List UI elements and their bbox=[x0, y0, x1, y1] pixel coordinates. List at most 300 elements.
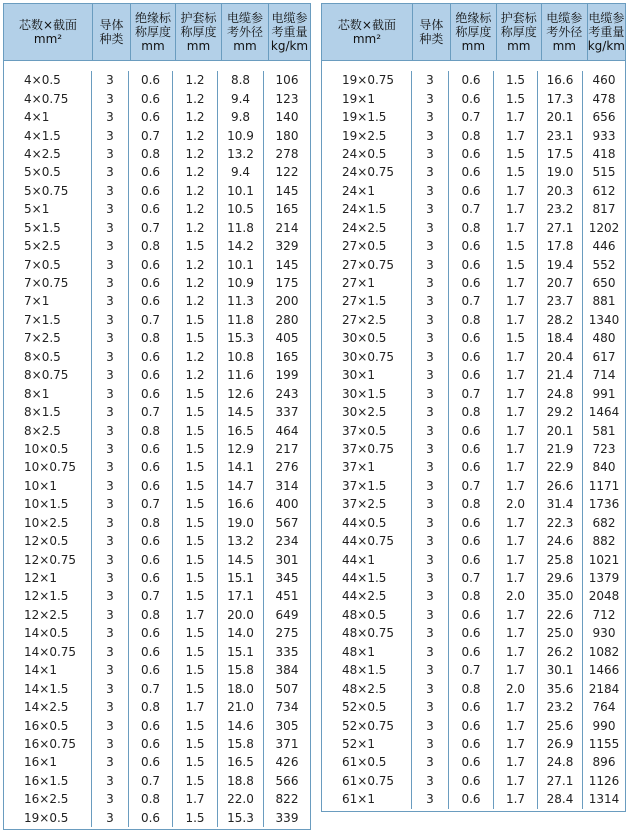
table-row bbox=[4, 569, 310, 587]
cell-weight: 140 bbox=[275, 110, 299, 125]
table-row bbox=[322, 126, 625, 144]
table-row bbox=[322, 163, 625, 181]
cell-weight: 337 bbox=[275, 405, 299, 420]
cell-conductor-type: 3 bbox=[412, 753, 449, 771]
cell-insulation: 0.8 bbox=[129, 514, 173, 532]
cell-core-section: 10×2.5 bbox=[4, 514, 92, 532]
cell-core-section: 4×0.75 bbox=[4, 89, 92, 107]
cell-core-section: 5×1 bbox=[4, 200, 92, 218]
cell-sheath: 1.2 bbox=[173, 274, 218, 292]
cell-insulation: 0.7 bbox=[129, 679, 173, 697]
header-text: 称厚度 bbox=[500, 25, 537, 39]
cell-weight: 567 bbox=[275, 515, 299, 530]
cell-core-section: 37×1 bbox=[322, 458, 412, 476]
cell-insulation: 0.6 bbox=[449, 698, 494, 716]
cell-sheath: 1.7 bbox=[494, 384, 538, 402]
cell-diameter: 24.8 bbox=[538, 384, 583, 402]
cell-diameter: 15.3 bbox=[218, 809, 264, 827]
cell-sheath: 1.5 bbox=[173, 477, 218, 495]
cell-insulation: 0.6 bbox=[129, 163, 173, 181]
cell-insulation: 0.6 bbox=[449, 550, 494, 568]
cell-sheath: 1.5 bbox=[173, 514, 218, 532]
cell-core-section: 24×0.75 bbox=[322, 163, 412, 181]
table-row bbox=[322, 108, 625, 126]
cell-insulation: 0.6 bbox=[449, 790, 494, 808]
cell-insulation: 0.6 bbox=[449, 772, 494, 790]
cell-conductor-type: 3 bbox=[92, 311, 129, 329]
header-conductor-type bbox=[413, 4, 451, 60]
cell-core-section: 44×0.75 bbox=[322, 532, 412, 550]
header-conductor-type bbox=[93, 4, 131, 60]
cell-conductor-type: 3 bbox=[92, 163, 129, 181]
table-row bbox=[4, 366, 310, 384]
table-row bbox=[4, 550, 310, 568]
table-row bbox=[4, 458, 310, 476]
cell-diameter: 29.6 bbox=[538, 569, 583, 587]
cell-insulation: 0.7 bbox=[449, 661, 494, 679]
header-core-section bbox=[4, 4, 93, 60]
cell-sheath: 1.7 bbox=[173, 698, 218, 716]
cell-diameter: 16.6 bbox=[218, 495, 264, 513]
cell-sheath: 1.5 bbox=[494, 71, 538, 89]
cell-core-section: 8×1 bbox=[4, 384, 92, 402]
cell-insulation: 0.7 bbox=[129, 772, 173, 790]
cell-core-section: 37×0.5 bbox=[322, 421, 412, 439]
cell-conductor-type: 3 bbox=[92, 698, 129, 716]
header-text: 电缆参 bbox=[588, 11, 625, 25]
cell-weight: 122 bbox=[275, 165, 299, 180]
cell-insulation: 0.6 bbox=[449, 89, 494, 107]
cell-weight: 243 bbox=[275, 386, 299, 401]
cell-conductor-type: 3 bbox=[412, 661, 449, 679]
header-text: 芯数×截面 bbox=[337, 18, 396, 32]
cell-sheath: 1.5 bbox=[173, 624, 218, 642]
cell-diameter: 13.2 bbox=[218, 145, 264, 163]
cell-core-section: 19×0.5 bbox=[4, 809, 92, 827]
cell-diameter: 29.2 bbox=[538, 403, 583, 421]
cell-core-section: 8×0.5 bbox=[4, 348, 92, 366]
cell-sheath: 1.2 bbox=[173, 163, 218, 181]
cell-sheath: 2.0 bbox=[494, 587, 538, 605]
table-row bbox=[322, 219, 625, 237]
cell-diameter: 21.0 bbox=[218, 698, 264, 716]
header-text: kg/km bbox=[587, 39, 625, 53]
cell-conductor-type: 3 bbox=[92, 403, 129, 421]
cell-diameter: 14.2 bbox=[218, 237, 264, 255]
header-sheath-thickness bbox=[497, 4, 542, 60]
cell-sheath: 1.5 bbox=[173, 643, 218, 661]
header-outer-diameter bbox=[542, 4, 588, 60]
cell-insulation: 0.6 bbox=[449, 274, 494, 292]
cell-insulation: 0.6 bbox=[129, 569, 173, 587]
cell-core-section: 7×1.5 bbox=[4, 311, 92, 329]
table-header bbox=[322, 4, 625, 61]
cell-sheath: 1.2 bbox=[173, 126, 218, 144]
table-row bbox=[322, 550, 625, 568]
cell-core-section: 7×1 bbox=[4, 292, 92, 310]
table-row bbox=[322, 753, 625, 771]
header-text: mm bbox=[233, 39, 257, 53]
cell-conductor-type: 3 bbox=[412, 679, 449, 697]
cell-diameter: 28.2 bbox=[538, 311, 583, 329]
cell-sheath: 1.7 bbox=[494, 624, 538, 642]
cell-sheath: 1.7 bbox=[494, 182, 538, 200]
cell-sheath: 1.5 bbox=[173, 679, 218, 697]
header-text: 考重量 bbox=[271, 25, 308, 39]
table-row bbox=[322, 477, 625, 495]
cell-weight: 446 bbox=[592, 239, 616, 254]
cell-diameter: 35.6 bbox=[538, 679, 583, 697]
cell-diameter: 28.4 bbox=[538, 790, 583, 808]
cell-insulation: 0.6 bbox=[129, 274, 173, 292]
cell-diameter: 23.7 bbox=[538, 292, 583, 310]
cell-diameter: 22.3 bbox=[538, 514, 583, 532]
cell-conductor-type: 3 bbox=[412, 772, 449, 790]
table-row bbox=[322, 384, 625, 402]
cell-diameter: 30.1 bbox=[538, 661, 583, 679]
cell-weight: 1379 bbox=[588, 571, 620, 586]
cell-insulation: 0.6 bbox=[449, 458, 494, 476]
cell-conductor-type: 3 bbox=[412, 163, 449, 181]
cell-sheath: 1.7 bbox=[494, 108, 538, 126]
cell-core-section: 16×1 bbox=[4, 753, 92, 771]
cell-diameter: 17.1 bbox=[218, 587, 264, 605]
cell-core-section: 61×1 bbox=[322, 790, 412, 808]
cell-sheath: 1.2 bbox=[173, 71, 218, 89]
table-row bbox=[322, 348, 625, 366]
cell-weight: 896 bbox=[592, 755, 616, 770]
cell-weight: 345 bbox=[275, 571, 299, 586]
cell-insulation: 0.6 bbox=[129, 292, 173, 310]
cell-insulation: 0.6 bbox=[129, 624, 173, 642]
cell-weight: 650 bbox=[592, 276, 616, 291]
table-row bbox=[322, 514, 625, 532]
cell-conductor-type: 3 bbox=[412, 182, 449, 200]
cell-diameter: 21.9 bbox=[538, 440, 583, 458]
cell-weight: 234 bbox=[275, 534, 299, 549]
cell-weight: 418 bbox=[592, 146, 616, 161]
cell-weight: 1021 bbox=[588, 552, 620, 567]
cell-insulation: 0.8 bbox=[129, 421, 173, 439]
cell-sheath: 1.5 bbox=[173, 735, 218, 753]
cell-weight: 1202 bbox=[588, 220, 620, 235]
table-row bbox=[4, 237, 310, 255]
cell-core-section: 37×0.75 bbox=[322, 440, 412, 458]
cell-sheath: 1.5 bbox=[173, 809, 218, 827]
header-text: mm bbox=[461, 39, 486, 53]
cell-diameter: 22.0 bbox=[218, 790, 264, 808]
table-row bbox=[322, 532, 625, 550]
cell-conductor-type: 3 bbox=[92, 384, 129, 402]
table-row bbox=[4, 421, 310, 439]
table-row bbox=[4, 255, 310, 273]
table-row bbox=[4, 772, 310, 790]
header-core-section bbox=[322, 4, 413, 60]
cell-insulation: 0.6 bbox=[129, 550, 173, 568]
cell-conductor-type: 3 bbox=[412, 403, 449, 421]
cell-weight: 460 bbox=[592, 73, 616, 88]
cell-insulation: 0.8 bbox=[449, 311, 494, 329]
table-row bbox=[322, 255, 625, 273]
cell-diameter: 25.6 bbox=[538, 716, 583, 734]
cell-conductor-type: 3 bbox=[412, 698, 449, 716]
cell-conductor-type: 3 bbox=[92, 809, 129, 827]
cell-conductor-type: 3 bbox=[92, 255, 129, 273]
table-row bbox=[4, 163, 310, 181]
table-row bbox=[322, 366, 625, 384]
cell-weight: 480 bbox=[592, 331, 616, 346]
cell-diameter: 10.8 bbox=[218, 348, 264, 366]
cable-spec-table-right bbox=[321, 3, 626, 812]
table-header bbox=[4, 4, 310, 61]
cell-sheath: 1.5 bbox=[173, 458, 218, 476]
cell-weight: 280 bbox=[275, 312, 299, 327]
table-row bbox=[4, 587, 310, 605]
cell-sheath: 2.0 bbox=[494, 495, 538, 513]
header-text: mm bbox=[552, 39, 576, 53]
cell-weight: 175 bbox=[275, 276, 299, 291]
cell-diameter: 15.1 bbox=[218, 643, 264, 661]
cell-sheath: 1.5 bbox=[494, 237, 538, 255]
cell-conductor-type: 3 bbox=[412, 440, 449, 458]
cell-conductor-type: 3 bbox=[92, 532, 129, 550]
cell-conductor-type: 3 bbox=[412, 384, 449, 402]
cell-conductor-type: 3 bbox=[92, 661, 129, 679]
cell-weight: 106 bbox=[275, 73, 299, 88]
cell-core-section: 27×0.75 bbox=[322, 255, 412, 273]
cell-insulation: 0.6 bbox=[129, 71, 173, 89]
cell-diameter: 14.1 bbox=[218, 458, 264, 476]
cell-insulation: 0.7 bbox=[129, 219, 173, 237]
cell-weight: 581 bbox=[592, 423, 616, 438]
cell-insulation: 0.6 bbox=[449, 421, 494, 439]
cell-weight: 478 bbox=[592, 91, 616, 106]
cell-insulation: 0.8 bbox=[129, 698, 173, 716]
cell-insulation: 0.6 bbox=[129, 643, 173, 661]
cell-core-section: 8×1.5 bbox=[4, 403, 92, 421]
cell-insulation: 0.6 bbox=[129, 716, 173, 734]
header-insulation-thickness bbox=[451, 4, 497, 60]
cell-core-section: 16×0.5 bbox=[4, 716, 92, 734]
cell-weight: 145 bbox=[275, 183, 299, 198]
cell-sheath: 1.7 bbox=[494, 698, 538, 716]
cell-weight: 882 bbox=[592, 534, 616, 549]
cell-core-section: 19×0.75 bbox=[322, 71, 412, 89]
cell-core-section: 14×1.5 bbox=[4, 679, 92, 697]
cell-sheath: 1.7 bbox=[494, 126, 538, 144]
cell-sheath: 1.7 bbox=[494, 753, 538, 771]
cell-conductor-type: 3 bbox=[412, 458, 449, 476]
cell-weight: 1171 bbox=[588, 478, 620, 493]
cell-conductor-type: 3 bbox=[412, 514, 449, 532]
cell-weight: 165 bbox=[275, 202, 299, 217]
cell-sheath: 1.5 bbox=[173, 311, 218, 329]
cell-conductor-type: 3 bbox=[92, 753, 129, 771]
table-row bbox=[4, 790, 310, 808]
cell-diameter: 19.0 bbox=[538, 163, 583, 181]
cell-weight: 214 bbox=[275, 220, 299, 235]
cell-insulation: 0.8 bbox=[129, 329, 173, 347]
cell-weight: 123 bbox=[275, 91, 299, 106]
cell-core-section: 4×1 bbox=[4, 108, 92, 126]
table-row bbox=[4, 126, 310, 144]
cell-diameter: 24.6 bbox=[538, 532, 583, 550]
cell-weight: 1314 bbox=[588, 792, 620, 807]
cell-insulation: 0.7 bbox=[449, 292, 494, 310]
cell-sheath: 1.7 bbox=[494, 606, 538, 624]
cell-insulation: 0.6 bbox=[129, 182, 173, 200]
cell-core-section: 14×0.75 bbox=[4, 643, 92, 661]
table-row bbox=[4, 716, 310, 734]
cell-sheath: 1.5 bbox=[173, 753, 218, 771]
cell-weight: 1464 bbox=[588, 405, 620, 420]
header-text: 称厚度 bbox=[455, 25, 492, 39]
cell-weight: 1126 bbox=[588, 773, 620, 788]
cell-conductor-type: 3 bbox=[412, 421, 449, 439]
table-row bbox=[322, 716, 625, 734]
cell-weight: 199 bbox=[275, 368, 299, 383]
cell-diameter: 21.4 bbox=[538, 366, 583, 384]
cell-sheath: 1.2 bbox=[173, 108, 218, 126]
cell-insulation: 0.6 bbox=[129, 384, 173, 402]
cell-weight: 1466 bbox=[588, 663, 620, 678]
cell-weight: 1340 bbox=[588, 312, 620, 327]
table-row bbox=[4, 495, 310, 513]
cell-core-section: 30×1.5 bbox=[322, 384, 412, 402]
cell-diameter: 20.0 bbox=[218, 606, 264, 624]
header-text: mm bbox=[141, 39, 165, 53]
cell-diameter: 10.1 bbox=[218, 182, 264, 200]
cell-core-section: 12×0.75 bbox=[4, 550, 92, 568]
cell-conductor-type: 3 bbox=[92, 145, 129, 163]
cell-insulation: 0.6 bbox=[129, 108, 173, 126]
cell-diameter: 22.9 bbox=[538, 458, 583, 476]
cell-core-section: 27×1 bbox=[322, 274, 412, 292]
cell-conductor-type: 3 bbox=[92, 716, 129, 734]
cell-core-section: 10×0.5 bbox=[4, 440, 92, 458]
table-row bbox=[4, 440, 310, 458]
cell-weight: 734 bbox=[275, 700, 299, 715]
cell-weight: 552 bbox=[592, 257, 616, 272]
cell-insulation: 0.6 bbox=[449, 716, 494, 734]
cell-weight: 371 bbox=[275, 736, 299, 751]
cell-insulation: 0.8 bbox=[129, 790, 173, 808]
cell-weight: 566 bbox=[275, 773, 299, 788]
cell-weight: 612 bbox=[592, 183, 616, 198]
cell-weight: 617 bbox=[592, 349, 616, 364]
cell-sheath: 1.5 bbox=[173, 403, 218, 421]
header-text: 种类 bbox=[99, 32, 124, 46]
cell-core-section: 19×2.5 bbox=[322, 126, 412, 144]
cell-diameter: 9.4 bbox=[218, 89, 264, 107]
cell-insulation: 0.6 bbox=[129, 477, 173, 495]
cell-weight: 145 bbox=[275, 257, 299, 272]
cell-sheath: 1.7 bbox=[494, 661, 538, 679]
cell-sheath: 1.2 bbox=[173, 89, 218, 107]
cell-weight: 930 bbox=[592, 626, 616, 641]
table-row bbox=[322, 89, 625, 107]
cell-diameter: 20.4 bbox=[538, 348, 583, 366]
header-weight bbox=[269, 4, 310, 60]
cell-sheath: 1.7 bbox=[494, 458, 538, 476]
cell-conductor-type: 3 bbox=[92, 587, 129, 605]
cell-sheath: 1.2 bbox=[173, 145, 218, 163]
cell-conductor-type: 3 bbox=[92, 237, 129, 255]
cell-sheath: 1.5 bbox=[173, 532, 218, 550]
cell-conductor-type: 3 bbox=[412, 255, 449, 273]
cell-weight: 329 bbox=[275, 239, 299, 254]
table-row bbox=[322, 274, 625, 292]
cell-core-section: 5×2.5 bbox=[4, 237, 92, 255]
cable-spec-table-left bbox=[3, 3, 311, 830]
cell-core-section: 10×1 bbox=[4, 477, 92, 495]
cell-diameter: 18.0 bbox=[218, 679, 264, 697]
cell-core-section: 5×1.5 bbox=[4, 219, 92, 237]
cell-diameter: 26.6 bbox=[538, 477, 583, 495]
cell-sheath: 1.2 bbox=[173, 348, 218, 366]
cell-weight: 451 bbox=[275, 589, 299, 604]
header-weight bbox=[588, 4, 625, 60]
cell-diameter: 8.8 bbox=[218, 71, 264, 89]
cell-diameter: 25.8 bbox=[538, 550, 583, 568]
cell-insulation: 0.6 bbox=[449, 624, 494, 642]
cell-core-section: 24×1.5 bbox=[322, 200, 412, 218]
cell-conductor-type: 3 bbox=[92, 735, 129, 753]
table-row bbox=[322, 71, 625, 89]
cell-sheath: 1.5 bbox=[173, 237, 218, 255]
cell-core-section: 7×0.75 bbox=[4, 274, 92, 292]
cell-core-section: 48×0.75 bbox=[322, 624, 412, 642]
cell-insulation: 0.6 bbox=[129, 735, 173, 753]
cell-diameter: 27.1 bbox=[538, 772, 583, 790]
table-row bbox=[322, 311, 625, 329]
cell-insulation: 0.6 bbox=[449, 606, 494, 624]
header-outer-diameter bbox=[222, 4, 269, 60]
cell-weight: 384 bbox=[275, 663, 299, 678]
cell-diameter: 16.5 bbox=[218, 753, 264, 771]
cell-weight: 335 bbox=[275, 644, 299, 659]
cell-diameter: 23.2 bbox=[538, 200, 583, 218]
cell-sheath: 1.7 bbox=[494, 421, 538, 439]
cell-weight: 305 bbox=[275, 718, 299, 733]
table-body-right bbox=[322, 61, 625, 811]
cell-insulation: 0.8 bbox=[449, 403, 494, 421]
cell-weight: 714 bbox=[592, 368, 616, 383]
table-row bbox=[4, 182, 310, 200]
cell-insulation: 0.6 bbox=[449, 329, 494, 347]
cell-core-section: 52×0.5 bbox=[322, 698, 412, 716]
table-row bbox=[4, 89, 310, 107]
table-row bbox=[4, 532, 310, 550]
cell-core-section: 8×2.5 bbox=[4, 421, 92, 439]
table-row bbox=[4, 200, 310, 218]
cell-weight: 301 bbox=[275, 552, 299, 567]
cell-diameter: 26.9 bbox=[538, 735, 583, 753]
cell-conductor-type: 3 bbox=[92, 477, 129, 495]
cell-diameter: 18.4 bbox=[538, 329, 583, 347]
cell-weight: 180 bbox=[275, 128, 299, 143]
cell-weight: 712 bbox=[592, 607, 616, 622]
cell-insulation: 0.8 bbox=[129, 606, 173, 624]
cell-insulation: 0.8 bbox=[449, 126, 494, 144]
cell-conductor-type: 3 bbox=[92, 71, 129, 89]
cell-weight: 515 bbox=[592, 165, 616, 180]
cell-insulation: 0.6 bbox=[449, 255, 494, 273]
cell-sheath: 1.7 bbox=[494, 550, 538, 568]
cell-weight: 840 bbox=[592, 460, 616, 475]
cell-diameter: 35.0 bbox=[538, 587, 583, 605]
cell-weight: 2048 bbox=[588, 589, 620, 604]
